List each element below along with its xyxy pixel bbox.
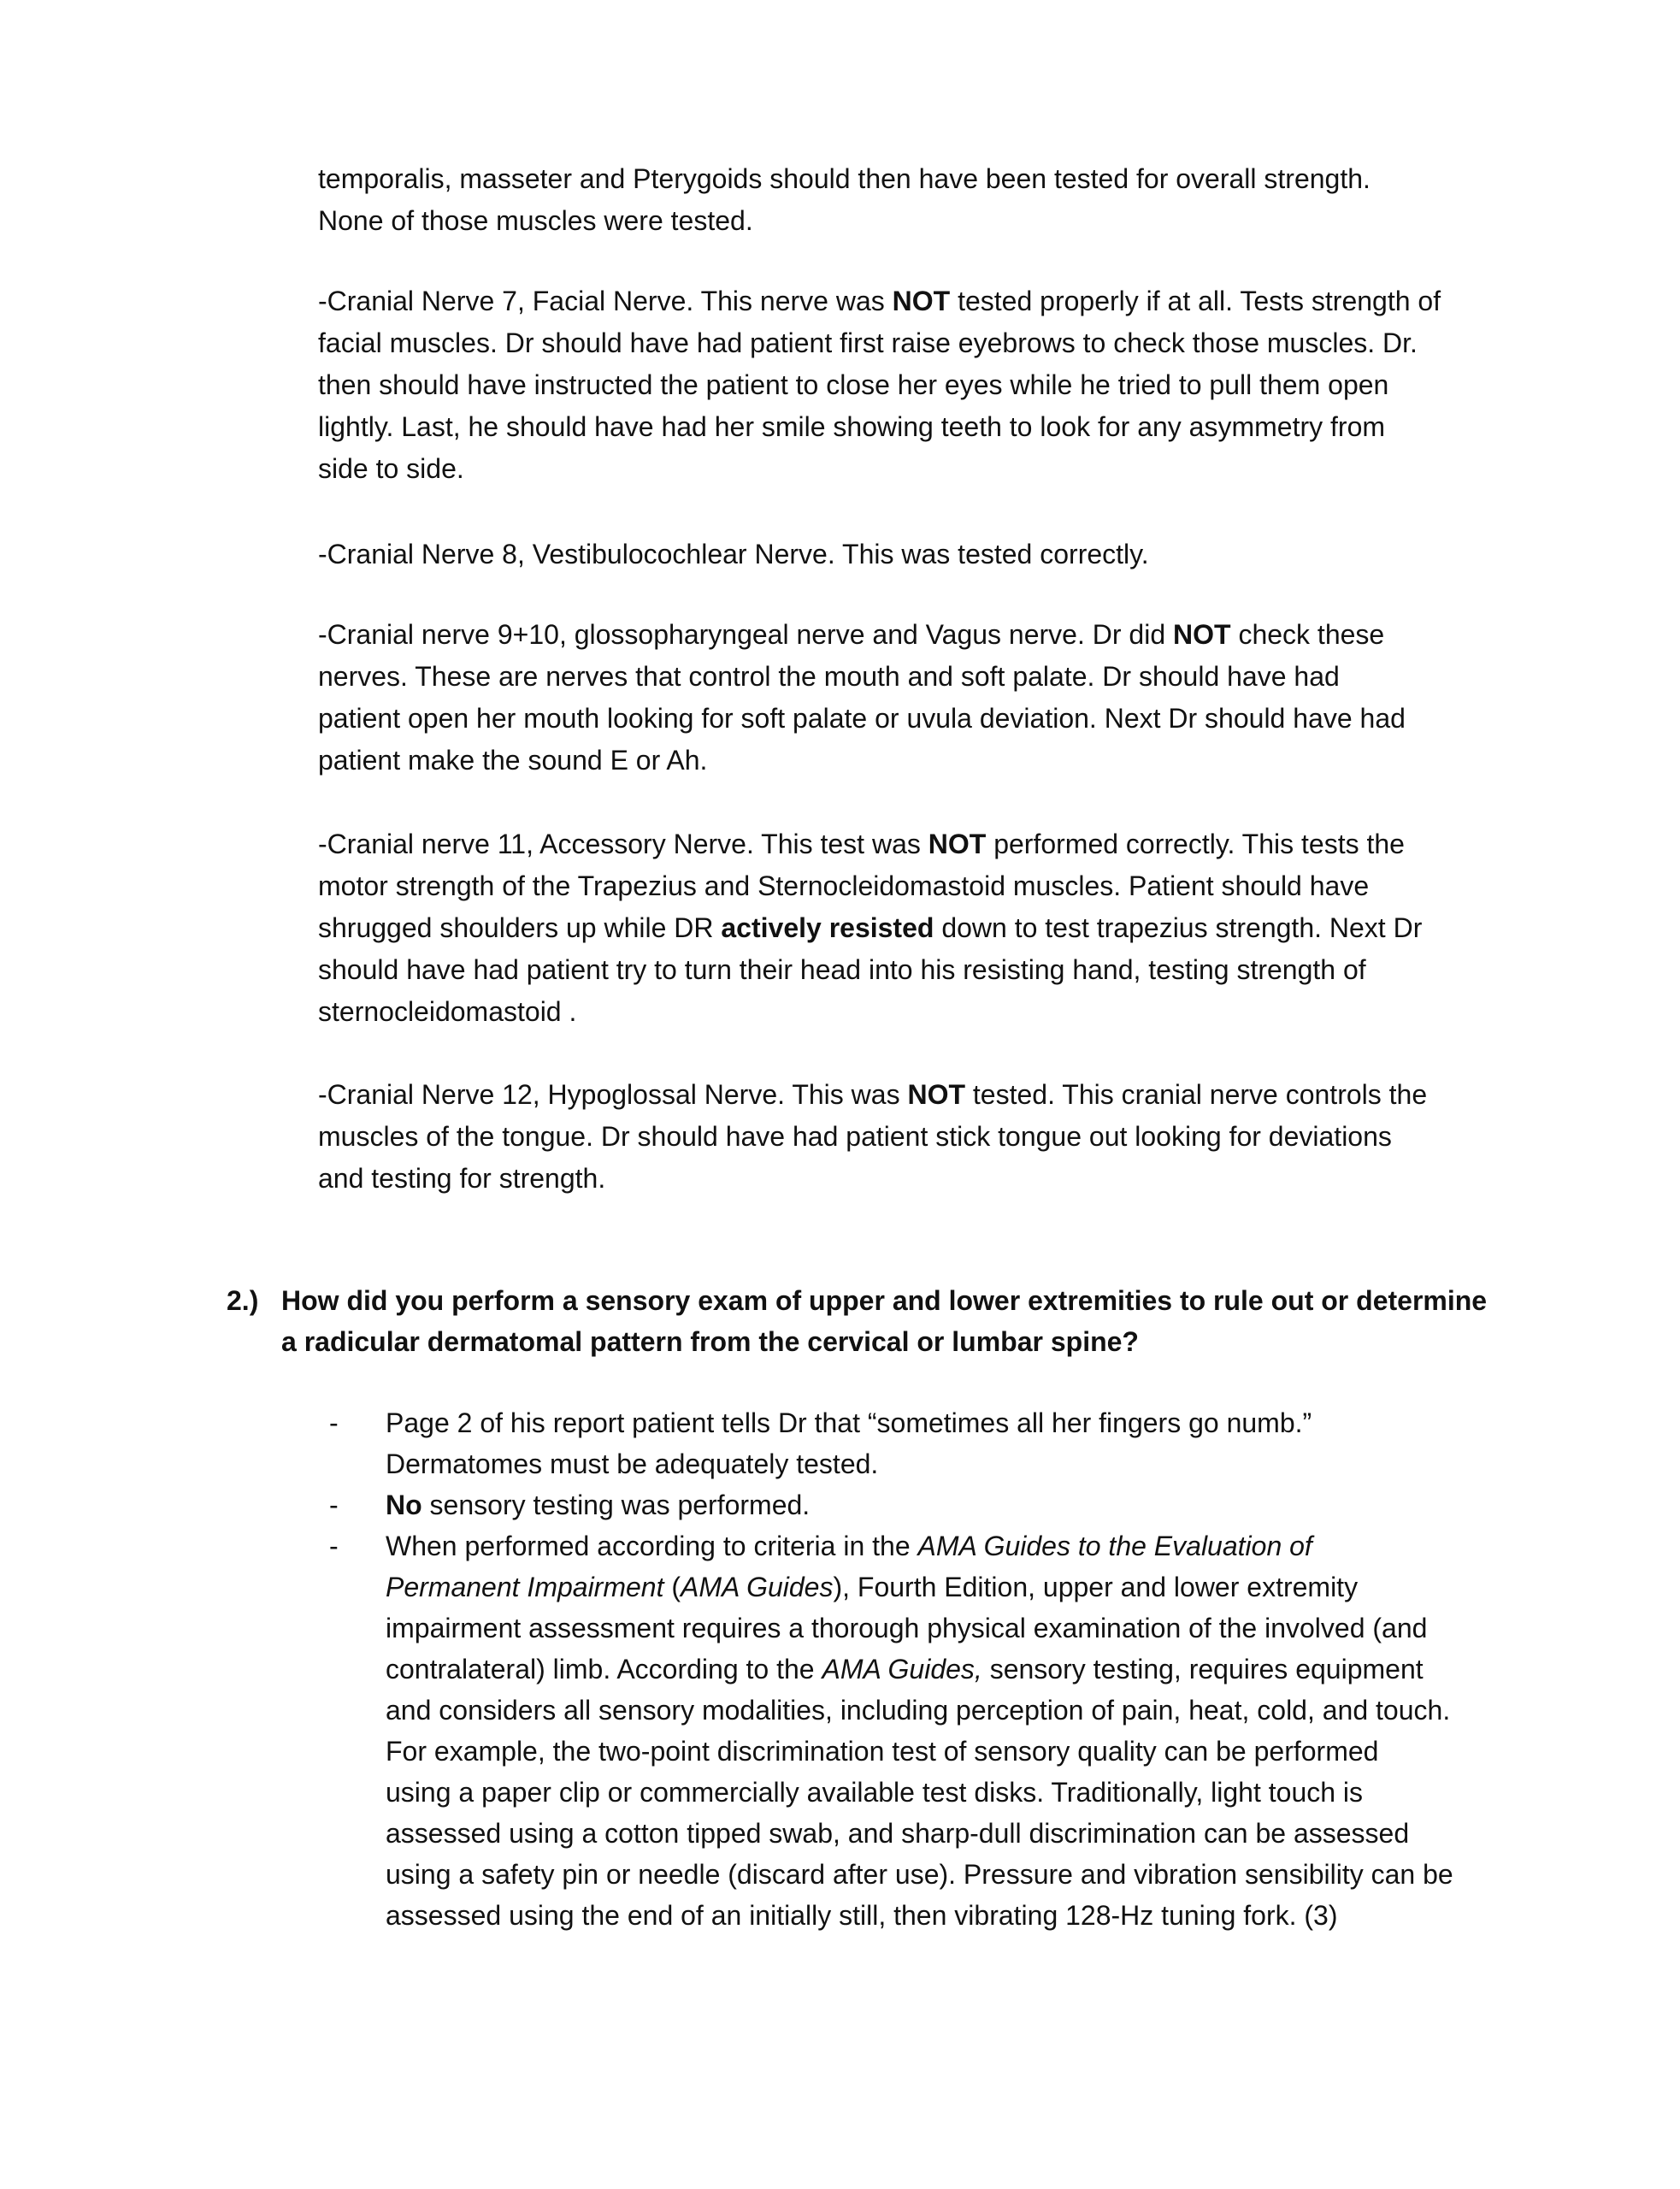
emphasis-no: No [386,1490,422,1520]
text-line: then should have instructed the patient to close her eyes while he tried to pull them open [318,369,1389,400]
text-line: nerves. These are nerves that control the mouth and soft palate. Dr should have had [318,661,1340,692]
text-line: and testing for strength. [318,1163,606,1194]
text-line: assessed using the end of an initially still, then vibrating 128-Hz tuning fork. (3) [386,1900,1338,1931]
text-line: patient make the sound E or Ah. [318,745,708,776]
cranial-nerve-11-paragraph [318,823,1515,1033]
text-line: a radicular dermatomal pattern from the cervical or lumbar spine? [281,1326,1139,1357]
text-line: impairment assessment requires a thorough physical examination of the involved (and [386,1613,1428,1643]
text-line: and considers all sensory modalities, including perception of pain, heat, cold, and touch. [386,1695,1451,1726]
list-item [329,1525,1543,1936]
emphasis-not: NOT [892,286,951,316]
bullet-dash: - [329,1531,339,1561]
citation-abbrev: AMA Guides, [822,1654,982,1685]
bullet-dash: - [329,1407,339,1438]
citation-title: AMA Guides to the Evaluation of [917,1531,1312,1561]
text-line: patient open her mouth looking for soft palate or uvula deviation. Next Dr should have had [318,703,1406,734]
answer-bullet-list [329,1402,1543,1936]
emphasis-not: NOT [1173,619,1231,650]
cranial-nerve-8-paragraph [318,534,1515,575]
emphasis-not: NOT [907,1079,965,1110]
question-number: 2.) [227,1285,259,1316]
list-item [329,1402,1543,1484]
text-line: Dermatomes must be adequately tested. [386,1449,879,1479]
text-line: temporalis, masseter and Pterygoids should then have been tested for overall strength. [318,163,1371,194]
text-line: lightly. Last, he should have had her smile showing teeth to look for any asymmetry from [318,411,1386,442]
cranial-nerve-9-10-paragraph [318,614,1515,782]
text-line: -Cranial nerve 11, Accessory Nerve. This test was NOT performed correctly. This tests the [318,829,1405,859]
text-line: For example, the two-point discrimination test of sensory quality can be performed [386,1736,1379,1767]
text-line: No sensory testing was performed. [386,1490,811,1520]
text-line: facial muscles. Dr should have had patient first raise eyebrows to check those muscles. Dr. [318,327,1418,358]
text-line: Page 2 of his report patient tells Dr that “sometimes all her fingers go numb.” [386,1407,1312,1438]
text-line: sternocleidomastoid . [318,996,577,1027]
text-line: muscles of the tongue. Dr should have had patient stick tongue out looking for deviations [318,1121,1392,1152]
text-line: -Cranial nerve 9+10, glossopharyngeal nerve and Vagus nerve. Dr did NOT check these [318,619,1385,650]
cranial-nerve-7-paragraph [318,280,1515,490]
text-line: How did you perform a sensory exam of upper and lower extremities to rule out or determine [281,1285,1488,1316]
text-line: motor strength of the Trapezius and Sternocleidomastoid muscles. Patient should have [318,870,1370,901]
text-line: using a paper clip or commercially available test disks. Traditionally, light touch is [386,1777,1364,1808]
cranial-nerve-12-paragraph [318,1074,1515,1200]
text-line: -Cranial Nerve 12, Hypoglossal Nerve. This was NOT tested. This cranial nerve controls the [318,1079,1428,1110]
text-line: should have had patient try to turn their head into his resisting hand, testing strength of [318,954,1366,985]
emphasis-actively-resisted: actively resisted [721,912,934,943]
citation-abbrev: AMA Guides [681,1572,834,1602]
text-line: side to side. [318,453,464,484]
text-line: assessed using a cotton tipped swab, and sharp-dull discrimination can be assessed [386,1818,1410,1849]
intro-paragraph [318,158,1515,242]
text-line: shrugged shoulders up while DR actively resisted down to test trapezius strength. Next Dr [318,912,1423,943]
bullet-dash: - [329,1490,339,1520]
list-item [329,1484,1543,1525]
text-line: When performed according to criteria in the AMA Guides to the Evaluation of [386,1531,1312,1561]
text-line: contralateral) limb. According to the AMA Guides, sensory testing, requires equipment [386,1654,1424,1685]
text-line: None of those muscles were tested. [318,205,753,236]
citation-title: Permanent Impairment [386,1572,664,1602]
text-line: using a safety pin or needle (discard after use). Pressure and vibration sensibility can be [386,1859,1453,1890]
text-line: Permanent Impairment (AMA Guides), Fourth Edition, upper and lower extremity [386,1572,1359,1602]
question-text [281,1280,1555,1362]
text-line: -Cranial Nerve 8, Vestibulocochlear Nerve. This was tested correctly. [318,539,1149,569]
emphasis-not: NOT [928,829,987,859]
text-line: -Cranial Nerve 7, Facial Nerve. This nerve was NOT tested properly if at all. Tests strength of [318,286,1441,316]
